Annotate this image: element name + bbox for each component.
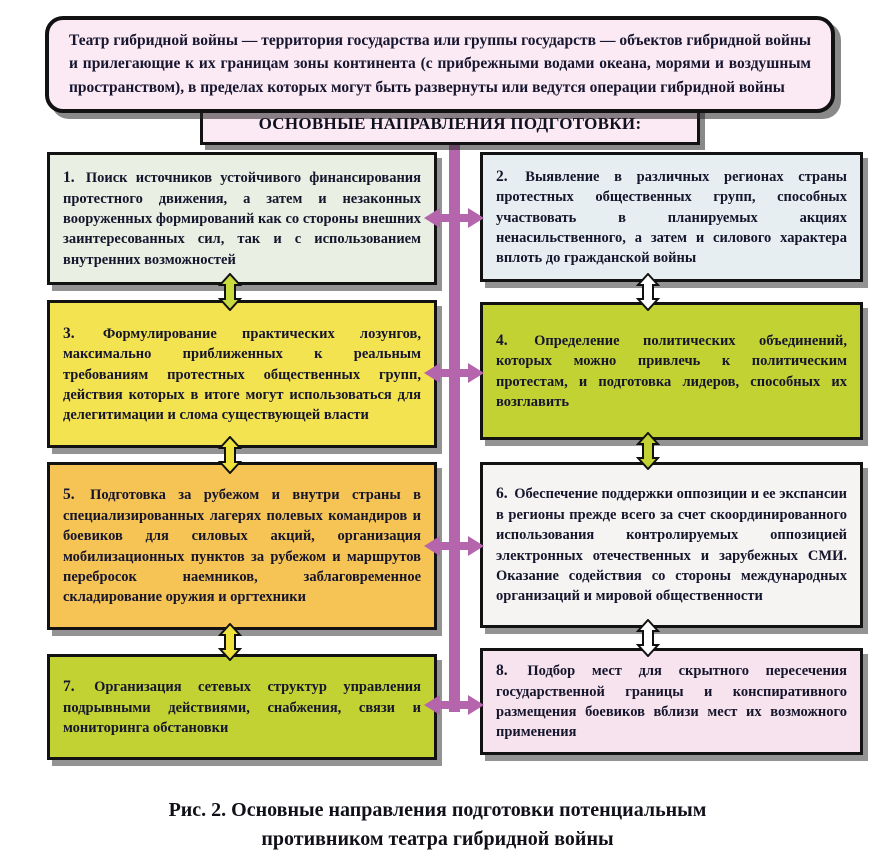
direction-box-5 <box>47 462 437 630</box>
direction-text-2: 2. Выявление в различных регионах страны протестных общественных групп, способных участвовать в планируемых акциях ненасильственного, а затем и силового характера вплоть до гражданской войны <box>496 167 847 267</box>
vertical-double-arrow-1-3 <box>218 273 242 311</box>
definition-body: — территория государства или группы государств — объектов гибридной войны и прилегающие к их границам зоны континента (с прибрежными водами океана, морями и воздушным пространством), в пределах которых могут быть развернуты или ведутся операции гибридной войны <box>69 32 811 96</box>
vertical-double-arrow-4-6 <box>636 432 660 470</box>
figure-caption <box>0 796 875 854</box>
direction-text-5: 5. Подготовка за рубежом и внутри страны в специализированных лагерях полевых командиров и боевиков для силовых акций, организация мобилизационных пунктов за рубежом и маршрутов перебросок наемников, заблаговременное складирование оружия и оргтехники <box>63 486 421 606</box>
definition-box <box>45 16 835 113</box>
direction-text-3: 3. Формулирование практических лозунгов, максимально приближенных к реальным требованиям протестных общественных групп, действия которых в итоге могут использоваться для делегитимации и слома существующей власти <box>63 324 422 424</box>
arrow-shape <box>638 274 658 310</box>
direction-box-2 <box>480 152 863 282</box>
vertical-double-arrow-5-7 <box>218 623 242 661</box>
direction-box-8 <box>480 648 863 755</box>
direction-box-4 <box>480 302 863 440</box>
arrow-shape <box>638 620 658 656</box>
arrow-shape <box>424 695 484 715</box>
direction-text-7: 7. Организация сетевых структур управления подрывными действиями, снабжения, связи и мониторинга обстановки <box>63 677 422 736</box>
direction-box-1 <box>47 152 437 285</box>
arrow-shape <box>220 274 240 310</box>
horizontal-double-arrow-row2 <box>424 360 484 386</box>
arrow-shape <box>424 363 484 383</box>
direction-text-8: 8. Подбор мест для скрытного пересечения государственной границы и конспиративного размещения боевиков вблизи мест их возможного применения <box>496 662 847 741</box>
main-directions-header: ОСНОВНЫЕ НАПРАВЛЕНИЯ ПОДГОТОВКИ: <box>200 103 700 145</box>
direction-text-1: 1. Поиск источников устойчивого финансирования протестного движения, а затем и незаконных вооруженных формирований как со стороны внешних заинтересованных сил, так и с использованием внутренних возможностей <box>63 169 422 268</box>
arrow-shape <box>220 624 240 660</box>
direction-text-6: 6. Обеспечение поддержки оппозиции и ее экспансии в регионы прежде всего за счет скоординированного использования контролируемых оппозицией электронных отечественных и зарубежных СМИ. Оказание содействия со стороны международных организаций и мировой общественности <box>496 485 848 605</box>
figure-caption-text: Рис. 2. Основные направления подготовки потенциальным противником театра гибридной войны <box>168 799 707 850</box>
direction-box-7 <box>47 654 437 760</box>
arrow-shape <box>638 433 658 469</box>
direction-box-3 <box>47 300 437 448</box>
horizontal-double-arrow-row4 <box>424 692 484 718</box>
vertical-double-arrow-6-8 <box>636 619 660 657</box>
direction-text-4: 4. Определение политических объединений, которых можно привлечь к политическим протестам, и подготовка лидеров, способных их возглавить <box>496 331 848 410</box>
horizontal-double-arrow-row3 <box>424 533 484 559</box>
direction-box-6 <box>480 462 863 628</box>
vertical-double-arrow-2-4 <box>636 273 660 311</box>
arrow-shape <box>424 208 484 228</box>
arrow-shape <box>424 536 484 556</box>
horizontal-double-arrow-row1 <box>424 205 484 231</box>
definition-term: Театр гибридной войны <box>69 32 238 49</box>
vertical-double-arrow-3-5 <box>218 436 242 474</box>
definition-text <box>69 29 811 99</box>
arrow-shape <box>220 437 240 473</box>
